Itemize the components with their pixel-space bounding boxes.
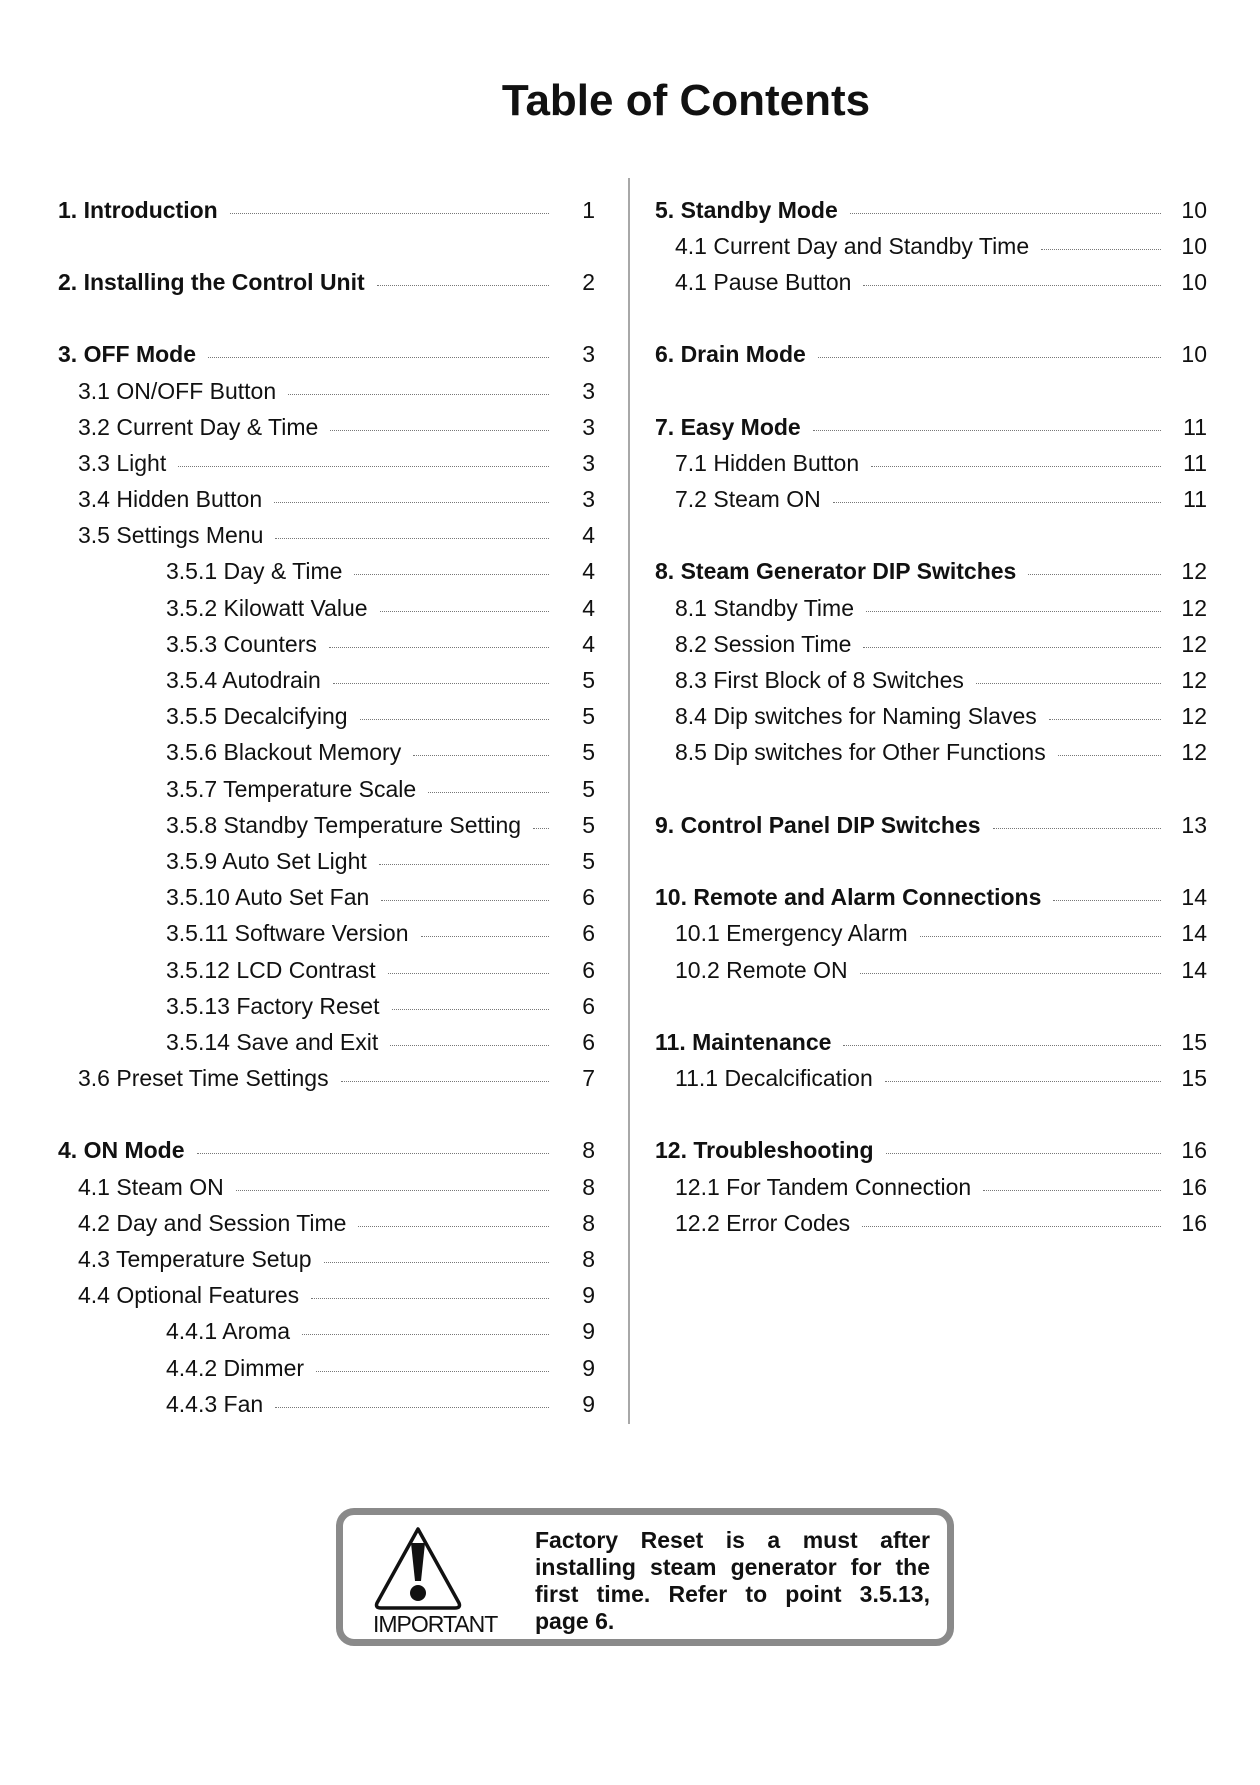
- toc-entry-label: 3.5.1 Day & Time: [166, 558, 343, 585]
- dot-leader: [993, 828, 1162, 829]
- toc-entry[interactable]: [58, 735, 595, 771]
- toc-entry-page: 7: [582, 1065, 595, 1092]
- dot-leader: [413, 755, 549, 756]
- toc-entry-label: 3.5.12 LCD Contrast: [166, 956, 376, 983]
- toc-entry-label: 3.3 Light: [78, 449, 167, 476]
- toc-entry[interactable]: [58, 482, 595, 518]
- toc-entry-page: 3: [582, 449, 595, 476]
- toc-entry-label: 4.2 Day and Session Time: [78, 1209, 347, 1236]
- toc-entry-page: 6: [582, 956, 595, 983]
- toc-entry-label: 3.5.5 Decalcifying: [166, 703, 348, 730]
- toc-entry[interactable]: [58, 1205, 595, 1241]
- toc-entry-page: 12: [1181, 558, 1207, 585]
- toc-entry-page: 11: [1183, 486, 1207, 513]
- toc-entry-page: 10: [1181, 268, 1207, 295]
- toc-entry-label: 3.5.2 Kilowatt Value: [166, 594, 368, 621]
- toc-entry[interactable]: [58, 192, 595, 228]
- toc-entry[interactable]: [58, 843, 595, 879]
- dot-leader: [920, 936, 1161, 937]
- toc-entry-page: 14: [1181, 956, 1207, 983]
- toc-entry[interactable]: [58, 952, 595, 988]
- toc-entry-page: 12: [1181, 630, 1207, 657]
- toc-entry-label: 3.5.3 Counters: [166, 630, 317, 657]
- toc-entry-label: 11.1 Decalcification: [675, 1065, 873, 1092]
- toc-entry-page: 6: [582, 920, 595, 947]
- toc-entry-label: 7.1 Hidden Button: [675, 449, 860, 476]
- toc-entry-label: 3.6 Preset Time Settings: [78, 1065, 329, 1092]
- dot-leader: [421, 936, 550, 937]
- toc-entry-page: 12: [1181, 667, 1207, 694]
- toc-entry[interactable]: [655, 662, 1207, 698]
- toc-entry-page: 11: [1183, 449, 1207, 476]
- dot-leader: [976, 683, 1161, 684]
- toc-entry[interactable]: [655, 626, 1207, 662]
- toc-entry[interactable]: [58, 445, 595, 481]
- toc-entry[interactable]: [58, 1133, 595, 1169]
- toc-entry-label: 3.4 Hidden Button: [78, 486, 263, 513]
- toc-entry-label: 12. Troubleshooting: [655, 1137, 874, 1164]
- toc-left-column: [58, 192, 595, 1422]
- toc-entry[interactable]: [58, 807, 595, 843]
- toc-entry-page: 5: [582, 703, 595, 730]
- dot-leader: [330, 430, 549, 431]
- toc-entry-page: 2: [582, 268, 595, 295]
- toc-entry[interactable]: [655, 807, 1207, 843]
- toc-entry[interactable]: [58, 1278, 595, 1314]
- toc-entry-label: 3.5.10 Auto Set Fan: [166, 884, 370, 911]
- toc-entry-label: 4.4.2 Dimmer: [166, 1354, 305, 1381]
- toc-entry-page: 16: [1181, 1209, 1207, 1236]
- toc-entry[interactable]: [58, 880, 595, 916]
- toc-entry-page: 14: [1181, 920, 1207, 947]
- toc-entry-page: 12: [1181, 594, 1207, 621]
- toc-entry-page: 10: [1181, 232, 1207, 259]
- toc-entry-page: 12: [1181, 739, 1207, 766]
- toc-entry-page: 6: [582, 992, 595, 1019]
- toc-entry-page: 9: [582, 1354, 595, 1381]
- toc-entry-page: 9: [582, 1282, 595, 1309]
- toc-entry[interactable]: [58, 662, 595, 698]
- toc-entry-label: 10.2 Remote ON: [675, 956, 848, 983]
- toc-entry-label: 4.4 Optional Features: [78, 1282, 300, 1309]
- toc-entry[interactable]: [655, 880, 1207, 916]
- toc-entry-label: 3.5 Settings Menu: [78, 522, 264, 549]
- toc-entry-page: 9: [582, 1390, 595, 1417]
- toc-entry-page: 5: [582, 775, 595, 802]
- warning-triangle-icon: [373, 1525, 463, 1611]
- toc-entry-page: 10: [1181, 341, 1207, 368]
- important-notice: [336, 1508, 954, 1646]
- page-title: Table of Contents: [501, 76, 871, 125]
- toc-entry-page: 15: [1181, 1065, 1207, 1092]
- toc-entry[interactable]: [655, 264, 1207, 300]
- toc-entry[interactable]: [58, 1241, 595, 1277]
- toc-entry-label: 6. Drain Mode: [655, 341, 806, 368]
- toc-entry-label: 11. Maintenance: [655, 1028, 832, 1055]
- toc-entry-page: 5: [582, 847, 595, 874]
- column-divider: [628, 178, 630, 1424]
- toc-entry-label: 3.5.7 Temperature Scale: [166, 775, 417, 802]
- dot-leader: [860, 973, 1161, 974]
- dot-leader: [1053, 900, 1161, 901]
- dot-leader: [178, 466, 549, 467]
- toc-right-column: [655, 192, 1207, 1241]
- dot-leader: [1049, 719, 1161, 720]
- dot-leader: [862, 1226, 1161, 1227]
- toc-entry-page: 16: [1181, 1137, 1207, 1164]
- dot-leader: [533, 828, 549, 829]
- dot-leader: [380, 611, 549, 612]
- toc-entry-page: 1: [582, 196, 595, 223]
- dot-leader: [230, 213, 549, 214]
- dot-leader: [208, 357, 549, 358]
- toc-entry[interactable]: [58, 771, 595, 807]
- dot-leader: [302, 1334, 549, 1335]
- notice-message: Factory Reset is a must after installing steam generator for the first time. Refer to point 3.5.13, page 6.: [535, 1527, 930, 1634]
- toc-entry[interactable]: [58, 699, 595, 735]
- toc-entry-label: 12.1 For Tandem Connection: [675, 1173, 972, 1200]
- toc-entry-label: 1. Introduction: [58, 196, 218, 223]
- toc-entry[interactable]: [58, 1386, 595, 1422]
- toc-entry[interactable]: [655, 590, 1207, 626]
- dot-leader: [818, 357, 1161, 358]
- toc-entry[interactable]: [655, 952, 1207, 988]
- toc-entry-label: 3.1 ON/OFF Button: [78, 377, 277, 404]
- dot-leader: [324, 1262, 549, 1263]
- toc-entry-label: 8.4 Dip switches for Naming Slaves: [675, 703, 1037, 730]
- dot-leader: [886, 1153, 1161, 1154]
- toc-entry-page: 10: [1181, 196, 1207, 223]
- dot-leader: [1058, 755, 1161, 756]
- toc-entry-label: 10.1 Emergency Alarm: [675, 920, 908, 947]
- toc-entry-label: 4. ON Mode: [58, 1137, 185, 1164]
- dot-leader: [329, 647, 549, 648]
- toc-entry[interactable]: [58, 264, 595, 300]
- toc-entry-label: 3.5.4 Autodrain: [166, 667, 321, 694]
- toc-entry[interactable]: [655, 1133, 1207, 1169]
- dot-leader: [871, 466, 1161, 467]
- toc-entry[interactable]: [58, 1169, 595, 1205]
- toc-entry-label: 4.1 Current Day and Standby Time: [675, 232, 1030, 259]
- toc-entry-page: 8: [582, 1209, 595, 1236]
- dot-leader: [360, 719, 549, 720]
- dot-leader: [863, 285, 1161, 286]
- toc-entry-label: 2. Installing the Control Unit: [58, 268, 365, 295]
- toc-entry-page: 3: [582, 377, 595, 404]
- toc-entry-label: 3. OFF Mode: [58, 341, 196, 368]
- toc-entry[interactable]: [655, 699, 1207, 735]
- toc-entry-label: 9. Control Panel DIP Switches: [655, 811, 981, 838]
- toc-entry-label: 4.4.1 Aroma: [166, 1318, 291, 1345]
- toc-entry[interactable]: [58, 590, 595, 626]
- dot-leader: [377, 285, 549, 286]
- toc-entry-page: 8: [582, 1246, 595, 1273]
- toc-entry-label: 3.2 Current Day & Time: [78, 413, 319, 440]
- toc-entry-page: 6: [582, 1028, 595, 1055]
- toc-entry-page: 8: [582, 1173, 595, 1200]
- toc-entry[interactable]: [655, 445, 1207, 481]
- dot-leader: [311, 1298, 549, 1299]
- dot-leader: [843, 1045, 1161, 1046]
- dot-leader: [358, 1226, 549, 1227]
- dot-leader: [275, 538, 549, 539]
- toc-entry-page: 5: [582, 739, 595, 766]
- toc-entry-label: 4.1 Pause Button: [675, 268, 852, 295]
- toc-entry-label: 3.5.14 Save and Exit: [166, 1028, 379, 1055]
- toc-entry[interactable]: [58, 1024, 595, 1060]
- toc-entry-page: 4: [582, 594, 595, 621]
- toc-entry[interactable]: [58, 373, 595, 409]
- toc-entry[interactable]: [58, 337, 595, 373]
- toc-entry-page: 6: [582, 884, 595, 911]
- toc-entry[interactable]: [655, 228, 1207, 264]
- toc-entry-page: 4: [582, 630, 595, 657]
- dot-leader: [316, 1371, 549, 1372]
- dot-leader: [341, 1081, 549, 1082]
- toc-entry-label: 4.1 Steam ON: [78, 1173, 224, 1200]
- dot-leader: [866, 611, 1161, 612]
- dot-leader: [1028, 574, 1161, 575]
- dot-leader: [381, 900, 549, 901]
- toc-entry[interactable]: [58, 1061, 595, 1097]
- toc-entry-label: 8.2 Session Time: [675, 630, 852, 657]
- toc-entry[interactable]: [655, 916, 1207, 952]
- toc-entry-page: 16: [1181, 1173, 1207, 1200]
- dot-leader: [885, 1081, 1161, 1082]
- toc-entry[interactable]: [655, 192, 1207, 228]
- toc-entry-label: 12.2 Error Codes: [675, 1209, 851, 1236]
- toc-entry-page: 3: [582, 486, 595, 513]
- toc-entry[interactable]: [58, 518, 595, 554]
- toc-entry-label: 8. Steam Generator DIP Switches: [655, 558, 1017, 585]
- toc-entry-page: 4: [582, 522, 595, 549]
- dot-leader: [288, 394, 549, 395]
- toc-entry-page: 3: [582, 413, 595, 440]
- dot-leader: [333, 683, 549, 684]
- toc-entry-page: 5: [582, 811, 595, 838]
- toc-entry[interactable]: [655, 735, 1207, 771]
- dot-leader: [392, 1009, 550, 1010]
- toc-entry[interactable]: [58, 1314, 595, 1350]
- toc-entry-label: 10. Remote and Alarm Connections: [655, 884, 1042, 911]
- dot-leader: [275, 1407, 549, 1408]
- toc-entry[interactable]: [655, 1024, 1207, 1060]
- toc-entry[interactable]: [655, 337, 1207, 373]
- toc-entry[interactable]: [58, 626, 595, 662]
- toc-entry-label: 4.4.3 Fan: [166, 1390, 264, 1417]
- toc-entry-page: 4: [582, 558, 595, 585]
- dot-leader: [863, 647, 1161, 648]
- dot-leader: [428, 792, 549, 793]
- toc-entry[interactable]: [58, 554, 595, 590]
- toc-entry-page: 11: [1183, 413, 1207, 440]
- toc-entry-label: 5. Standby Mode: [655, 196, 838, 223]
- toc-entry-page: 12: [1181, 703, 1207, 730]
- toc-entry-page: 5: [582, 667, 595, 694]
- toc-entry[interactable]: [58, 1350, 595, 1386]
- toc-entry-label: 3.5.9 Auto Set Light: [166, 847, 367, 874]
- toc-entry-label: 8.5 Dip switches for Other Functions: [675, 739, 1046, 766]
- toc-entry[interactable]: [655, 482, 1207, 518]
- dot-leader: [236, 1190, 549, 1191]
- toc-entry-page: 3: [582, 341, 595, 368]
- toc-entry-label: 3.5.11 Software Version: [166, 920, 409, 947]
- toc-entry-page: 9: [582, 1318, 595, 1345]
- toc-entry-label: 3.5.13 Factory Reset: [166, 992, 380, 1019]
- dot-leader: [274, 502, 549, 503]
- toc-entry-label: 8.1 Standby Time: [675, 594, 854, 621]
- dot-leader: [354, 574, 549, 575]
- dot-leader: [850, 213, 1161, 214]
- toc-entry-page: 14: [1181, 884, 1207, 911]
- dot-leader: [983, 1190, 1161, 1191]
- important-label: IMPORTANT: [373, 1611, 498, 1637]
- toc-entry[interactable]: [655, 1205, 1207, 1241]
- toc-entry[interactable]: [58, 916, 595, 952]
- toc-entry-label: 4.3 Temperature Setup: [78, 1246, 312, 1273]
- toc-entry[interactable]: [655, 1169, 1207, 1205]
- toc-entry-label: 7.2 Steam ON: [675, 486, 821, 513]
- toc-entry-page: 15: [1181, 1028, 1207, 1055]
- toc-entry[interactable]: [58, 409, 595, 445]
- toc-entry-label: 8.3 First Block of 8 Switches: [675, 667, 964, 694]
- dot-leader: [833, 502, 1161, 503]
- toc-entry[interactable]: [655, 409, 1207, 445]
- dot-leader: [390, 1045, 549, 1046]
- dot-leader: [379, 864, 549, 865]
- dot-leader: [813, 430, 1161, 431]
- toc-entry-label: 3.5.8 Standby Temperature Setting: [166, 811, 522, 838]
- toc-entry[interactable]: [655, 1061, 1207, 1097]
- dot-leader: [1041, 249, 1161, 250]
- toc-entry[interactable]: [58, 988, 595, 1024]
- toc-entry-label: 7. Easy Mode: [655, 413, 801, 440]
- toc-entry-label: 3.5.6 Blackout Memory: [166, 739, 402, 766]
- dot-leader: [388, 973, 549, 974]
- dot-leader: [197, 1153, 549, 1154]
- toc-entry[interactable]: [655, 554, 1207, 590]
- toc-entry-page: 8: [582, 1137, 595, 1164]
- toc-entry-page: 13: [1181, 811, 1207, 838]
